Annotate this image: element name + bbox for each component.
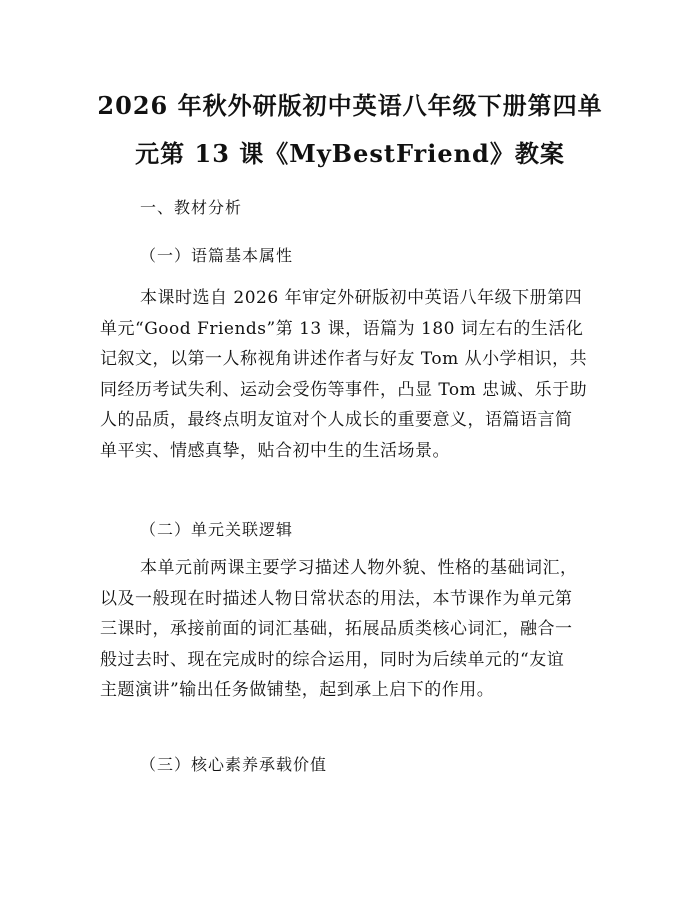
document-title-line-2: 元第 13 课《MyBestFriend》教案 — [135, 139, 565, 168]
paragraph-line: 单平实、情感真挚，贴合初中生的生活场景。 — [100, 440, 450, 461]
paragraph-line: 人的品质，最终点明友谊对个人成长的重要意义，语篇语言简 — [100, 410, 573, 431]
paragraph-line: 主题演讲”输出任务做铺垫，起到承上启下的作用。 — [100, 680, 495, 701]
paragraph-line: 本课时选自 2026 年审定外研版初中英语八年级下册第四 — [140, 288, 583, 308]
paragraph-line: 本单元前两课主要学习描述人物外貌、性格的基础词汇， — [140, 558, 578, 578]
paragraph-unit-logic — [100, 553, 604, 706]
paragraph-line: 三课时，承接前面的词汇基础，拓展品质类核心词汇，融合一 — [100, 619, 573, 640]
paragraph-line: 单元“Good Friends”第 13 课，语篇为 180 词左右的生活化 — [100, 318, 584, 339]
paragraph-line: 记叙文，以第一人称视角讲述作者与好友 Tom 从小学相识，共 — [100, 349, 588, 370]
subsection-heading-text-attributes: （一）语篇基本属性 — [140, 246, 294, 265]
document-title-line-1: 2026 年秋外研版初中英语八年级下册第四单 — [97, 91, 603, 120]
subsection-heading-core-literacy: （三）核心素养承载价值 — [140, 755, 328, 774]
subsection-heading-unit-logic: （二）单元关联逻辑 — [140, 520, 294, 539]
section-heading-textbook-analysis: 一、教材分析 — [140, 198, 243, 217]
paragraph-line: 般过去时、现在完成时的综合运用，同时为后续单元的“友谊 — [100, 649, 565, 670]
paragraph-line: 同经历考试失利、运动会受伤等事件，凸显 Tom 忠诚、乐于助 — [100, 379, 588, 400]
paragraph-line: 以及一般现在时描述人物日常状态的用法，本节课作为单元第 — [100, 588, 573, 609]
paragraph-text-attributes — [100, 283, 604, 467]
